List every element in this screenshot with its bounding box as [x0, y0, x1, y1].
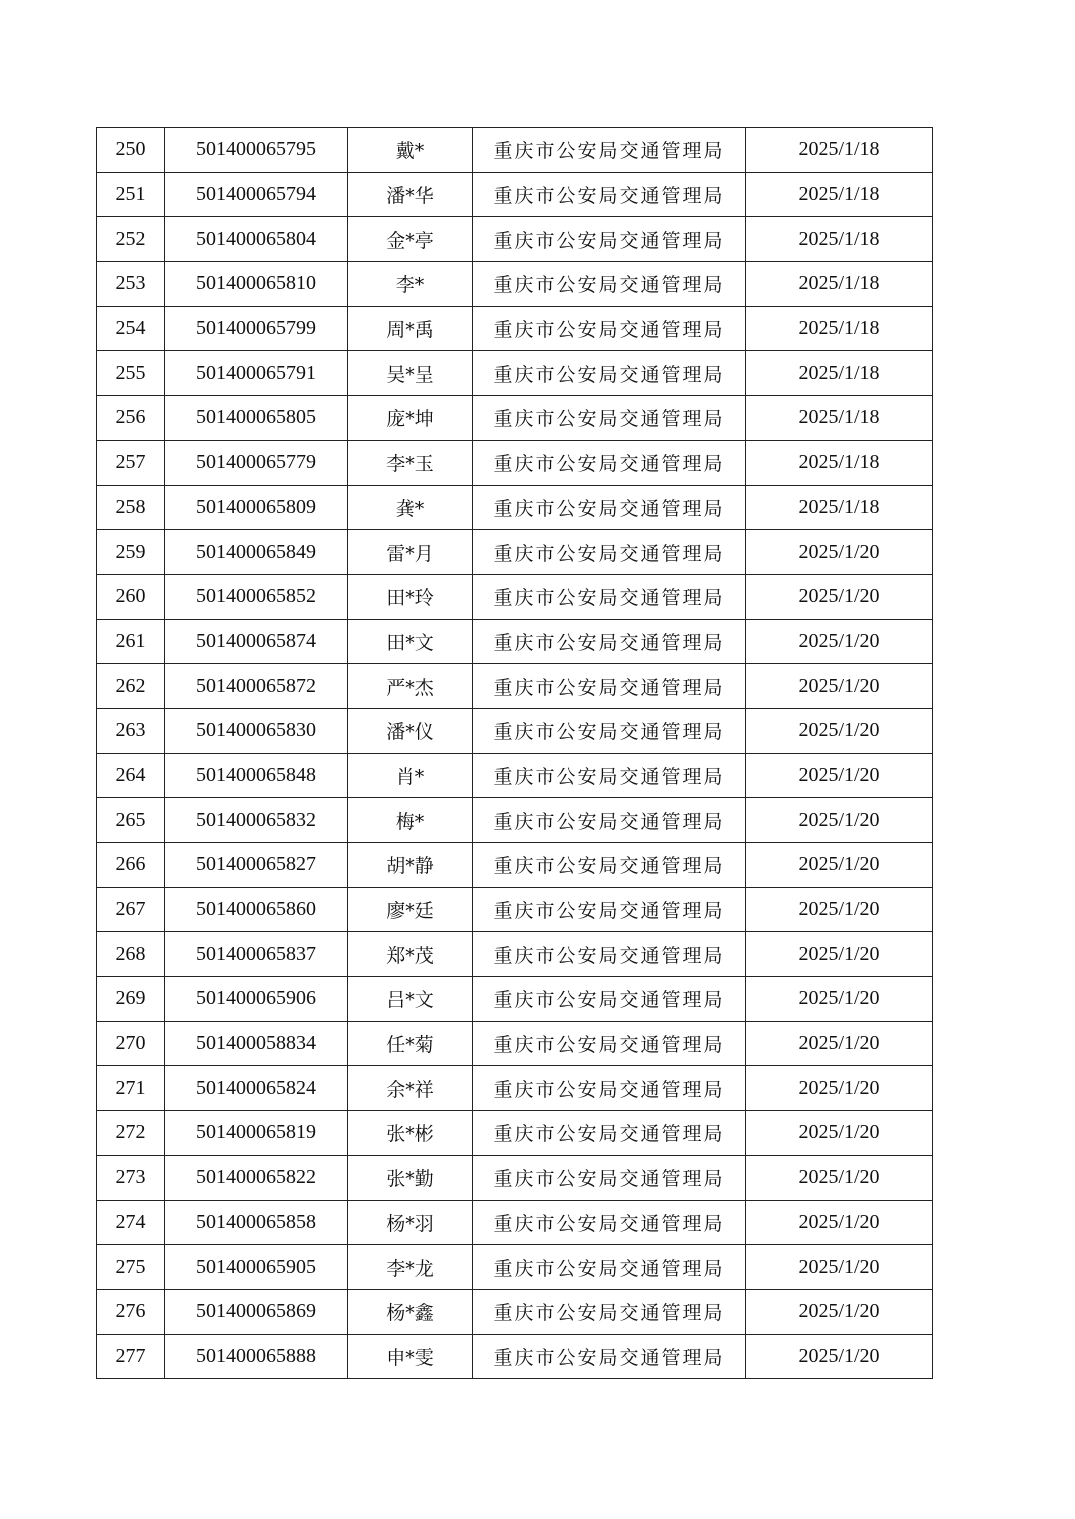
table-row — [97, 1289, 933, 1334]
table-row — [97, 530, 933, 575]
table-row — [97, 1334, 933, 1379]
person-name-cell: 郑*茂 — [348, 932, 473, 977]
agency-cell: 重庆市公安局交通管理局 — [473, 619, 746, 664]
record-number-cell: 501400065809 — [165, 485, 348, 530]
record-number-cell: 501400065822 — [165, 1155, 348, 1200]
sequence-cell: 259 — [97, 530, 165, 575]
person-name-cell: 吕*文 — [348, 977, 473, 1022]
date-cell: 2025/1/18 — [746, 440, 933, 485]
sequence-cell: 265 — [97, 798, 165, 843]
date-cell: 2025/1/20 — [746, 887, 933, 932]
record-number-cell: 501400065906 — [165, 977, 348, 1022]
agency-cell: 重庆市公安局交通管理局 — [473, 485, 746, 530]
person-name-cell: 田*玲 — [348, 574, 473, 619]
table-row — [97, 440, 933, 485]
record-number-cell: 501400065805 — [165, 396, 348, 441]
sequence-cell: 250 — [97, 128, 165, 173]
record-number-cell: 501400065860 — [165, 887, 348, 932]
date-cell: 2025/1/20 — [746, 1021, 933, 1066]
table-row — [97, 172, 933, 217]
sequence-cell: 261 — [97, 619, 165, 664]
table-row — [97, 1021, 933, 1066]
agency-cell: 重庆市公安局交通管理局 — [473, 128, 746, 173]
record-number-cell: 501400058834 — [165, 1021, 348, 1066]
agency-cell: 重庆市公安局交通管理局 — [473, 753, 746, 798]
date-cell: 2025/1/20 — [746, 1111, 933, 1156]
date-cell: 2025/1/20 — [746, 1334, 933, 1379]
agency-cell: 重庆市公安局交通管理局 — [473, 1111, 746, 1156]
agency-cell: 重庆市公安局交通管理局 — [473, 1155, 746, 1200]
date-cell: 2025/1/20 — [746, 1245, 933, 1290]
agency-cell: 重庆市公安局交通管理局 — [473, 798, 746, 843]
person-name-cell: 张*勤 — [348, 1155, 473, 1200]
record-table — [96, 127, 933, 1379]
person-name-cell: 杨*羽 — [348, 1200, 473, 1245]
date-cell: 2025/1/18 — [746, 262, 933, 307]
record-number-cell: 501400065832 — [165, 798, 348, 843]
table-row — [97, 619, 933, 664]
person-name-cell: 申*雯 — [348, 1334, 473, 1379]
agency-cell: 重庆市公安局交通管理局 — [473, 306, 746, 351]
sequence-cell: 257 — [97, 440, 165, 485]
person-name-cell: 雷*月 — [348, 530, 473, 575]
table-row — [97, 1200, 933, 1245]
sequence-cell: 256 — [97, 396, 165, 441]
table-row — [97, 351, 933, 396]
agency-cell: 重庆市公安局交通管理局 — [473, 1334, 746, 1379]
date-cell: 2025/1/20 — [746, 708, 933, 753]
record-number-cell: 501400065872 — [165, 664, 348, 709]
record-number-cell: 501400065794 — [165, 172, 348, 217]
person-name-cell: 肖* — [348, 753, 473, 798]
person-name-cell: 严*杰 — [348, 664, 473, 709]
record-number-cell: 501400065795 — [165, 128, 348, 173]
record-number-cell: 501400065791 — [165, 351, 348, 396]
agency-cell: 重庆市公安局交通管理局 — [473, 1021, 746, 1066]
sequence-cell: 255 — [97, 351, 165, 396]
sequence-cell: 276 — [97, 1289, 165, 1334]
sequence-cell: 277 — [97, 1334, 165, 1379]
agency-cell: 重庆市公安局交通管理局 — [473, 351, 746, 396]
sequence-cell: 273 — [97, 1155, 165, 1200]
sequence-cell: 253 — [97, 262, 165, 307]
record-number-cell: 501400065874 — [165, 619, 348, 664]
agency-cell: 重庆市公安局交通管理局 — [473, 664, 746, 709]
person-name-cell: 余*祥 — [348, 1066, 473, 1111]
sequence-cell: 263 — [97, 708, 165, 753]
agency-cell: 重庆市公安局交通管理局 — [473, 396, 746, 441]
record-number-cell: 501400065852 — [165, 574, 348, 619]
date-cell: 2025/1/20 — [746, 843, 933, 888]
date-cell: 2025/1/20 — [746, 619, 933, 664]
agency-cell: 重庆市公安局交通管理局 — [473, 1245, 746, 1290]
person-name-cell: 潘*仪 — [348, 708, 473, 753]
person-name-cell: 吴*呈 — [348, 351, 473, 396]
date-cell: 2025/1/20 — [746, 574, 933, 619]
date-cell: 2025/1/20 — [746, 1066, 933, 1111]
record-number-cell: 501400065905 — [165, 1245, 348, 1290]
person-name-cell: 李*龙 — [348, 1245, 473, 1290]
table-row — [97, 664, 933, 709]
table-row — [97, 217, 933, 262]
record-table-body — [97, 128, 933, 1379]
person-name-cell: 梅* — [348, 798, 473, 843]
sequence-cell: 264 — [97, 753, 165, 798]
person-name-cell: 田*文 — [348, 619, 473, 664]
sequence-cell: 258 — [97, 485, 165, 530]
agency-cell: 重庆市公安局交通管理局 — [473, 887, 746, 932]
record-number-cell: 501400065869 — [165, 1289, 348, 1334]
person-name-cell: 李*玉 — [348, 440, 473, 485]
agency-cell: 重庆市公安局交通管理局 — [473, 217, 746, 262]
sequence-cell: 254 — [97, 306, 165, 351]
person-name-cell: 金*亭 — [348, 217, 473, 262]
table-row — [97, 306, 933, 351]
person-name-cell: 张*彬 — [348, 1111, 473, 1156]
table-row — [97, 798, 933, 843]
sequence-cell: 274 — [97, 1200, 165, 1245]
date-cell: 2025/1/18 — [746, 485, 933, 530]
table-row — [97, 1245, 933, 1290]
agency-cell: 重庆市公安局交通管理局 — [473, 708, 746, 753]
record-number-cell: 501400065837 — [165, 932, 348, 977]
table-row — [97, 485, 933, 530]
sequence-cell: 269 — [97, 977, 165, 1022]
sequence-cell: 252 — [97, 217, 165, 262]
sequence-cell: 275 — [97, 1245, 165, 1290]
agency-cell: 重庆市公安局交通管理局 — [473, 530, 746, 575]
record-number-cell: 501400065819 — [165, 1111, 348, 1156]
record-number-cell: 501400065827 — [165, 843, 348, 888]
record-number-cell: 501400065888 — [165, 1334, 348, 1379]
record-number-cell: 501400065858 — [165, 1200, 348, 1245]
agency-cell: 重庆市公安局交通管理局 — [473, 440, 746, 485]
person-name-cell: 杨*鑫 — [348, 1289, 473, 1334]
agency-cell: 重庆市公安局交通管理局 — [473, 262, 746, 307]
date-cell: 2025/1/20 — [746, 664, 933, 709]
person-name-cell: 龚* — [348, 485, 473, 530]
date-cell: 2025/1/20 — [746, 530, 933, 575]
record-number-cell: 501400065804 — [165, 217, 348, 262]
person-name-cell: 任*菊 — [348, 1021, 473, 1066]
sequence-cell: 270 — [97, 1021, 165, 1066]
table-row — [97, 753, 933, 798]
date-cell: 2025/1/18 — [746, 128, 933, 173]
sequence-cell: 271 — [97, 1066, 165, 1111]
date-cell: 2025/1/18 — [746, 396, 933, 441]
date-cell: 2025/1/20 — [746, 798, 933, 843]
date-cell: 2025/1/18 — [746, 351, 933, 396]
table-row — [97, 932, 933, 977]
date-cell: 2025/1/18 — [746, 306, 933, 351]
table-row — [97, 1155, 933, 1200]
sequence-cell: 251 — [97, 172, 165, 217]
agency-cell: 重庆市公安局交通管理局 — [473, 977, 746, 1022]
table-row — [97, 1066, 933, 1111]
date-cell: 2025/1/20 — [746, 1289, 933, 1334]
person-name-cell: 李* — [348, 262, 473, 307]
date-cell: 2025/1/20 — [746, 977, 933, 1022]
date-cell: 2025/1/18 — [746, 217, 933, 262]
agency-cell: 重庆市公安局交通管理局 — [473, 172, 746, 217]
record-number-cell: 501400065830 — [165, 708, 348, 753]
record-number-cell: 501400065848 — [165, 753, 348, 798]
sequence-cell: 266 — [97, 843, 165, 888]
agency-cell: 重庆市公安局交通管理局 — [473, 843, 746, 888]
agency-cell: 重庆市公安局交通管理局 — [473, 932, 746, 977]
table-row — [97, 887, 933, 932]
date-cell: 2025/1/20 — [746, 932, 933, 977]
agency-cell: 重庆市公安局交通管理局 — [473, 574, 746, 619]
date-cell: 2025/1/20 — [746, 1200, 933, 1245]
record-number-cell: 501400065799 — [165, 306, 348, 351]
table-row — [97, 1111, 933, 1156]
person-name-cell: 廖*廷 — [348, 887, 473, 932]
sequence-cell: 267 — [97, 887, 165, 932]
date-cell: 2025/1/20 — [746, 1155, 933, 1200]
date-cell: 2025/1/18 — [746, 172, 933, 217]
sequence-cell: 262 — [97, 664, 165, 709]
person-name-cell: 潘*华 — [348, 172, 473, 217]
table-row — [97, 843, 933, 888]
person-name-cell: 戴* — [348, 128, 473, 173]
table-row — [97, 574, 933, 619]
agency-cell: 重庆市公安局交通管理局 — [473, 1200, 746, 1245]
table-row — [97, 262, 933, 307]
record-number-cell: 501400065810 — [165, 262, 348, 307]
sequence-cell: 260 — [97, 574, 165, 619]
date-cell: 2025/1/20 — [746, 753, 933, 798]
person-name-cell: 庞*坤 — [348, 396, 473, 441]
record-number-cell: 501400065824 — [165, 1066, 348, 1111]
person-name-cell: 周*禹 — [348, 306, 473, 351]
record-number-cell: 501400065849 — [165, 530, 348, 575]
table-row — [97, 708, 933, 753]
sequence-cell: 272 — [97, 1111, 165, 1156]
table-row — [97, 396, 933, 441]
person-name-cell: 胡*静 — [348, 843, 473, 888]
table-row — [97, 977, 933, 1022]
record-number-cell: 501400065779 — [165, 440, 348, 485]
sequence-cell: 268 — [97, 932, 165, 977]
table-row — [97, 128, 933, 173]
agency-cell: 重庆市公安局交通管理局 — [473, 1289, 746, 1334]
agency-cell: 重庆市公安局交通管理局 — [473, 1066, 746, 1111]
